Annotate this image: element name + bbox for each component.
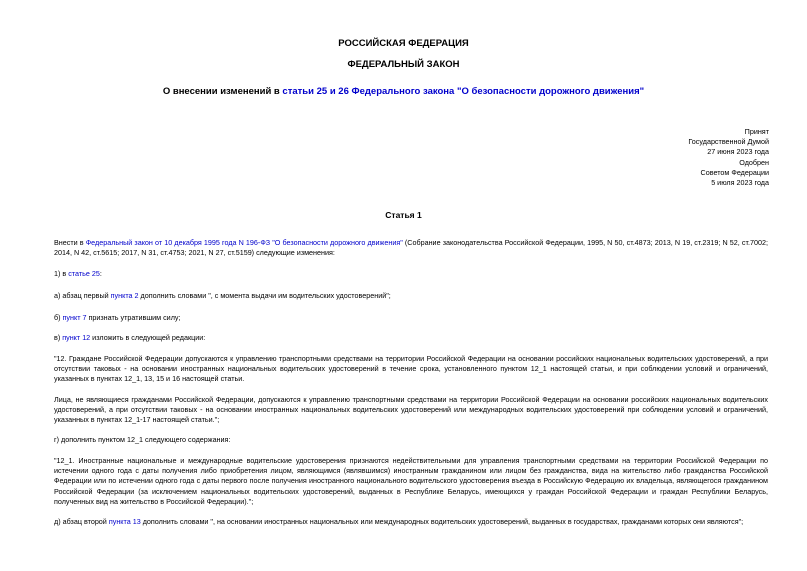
item-d-prefix: д) абзац второй bbox=[54, 517, 109, 526]
acceptance-line: 27 июня 2023 года bbox=[707, 147, 769, 157]
item-g: г) дополнить пунктом 12_1 следующего содержания: bbox=[54, 435, 231, 444]
item-d-suffix: дополнить словами ", на основании иностранных национальных или международных водительских удостоверений, выданных в государствах, гражданами которых они являются"; bbox=[140, 517, 744, 526]
paragraph-foreign-persons: Лица, не являющиеся гражданами Российской Федерации, допускаются к управлению транспортными средствами на территории Российской Федерации на основании российских национальных водительских удостоверений, а при отсутствии таковых - на основании иностранных национальных водительских удостоверений или международных водительских удостоверений при соблюдении условий и ограничений, указанных в пунктах 12_1-17 настоящей статьи."; bbox=[54, 395, 768, 425]
paragraph-12: "12. Граждане Российской Федерации допускаются к управлению транспортными средствами на территории Российской Федерации на основании российских национальных водительских удостоверений, а при отсутствии таковых - на основании иностранных национальных водительских удостоверений в течение срока, установленного пунктом 12_1 настоящей статьи, и при соблюдении условий и ограничений, указанных в пунктах 12_1, 13, 15 и 16 настоящей статьи. bbox=[54, 354, 768, 384]
item-d bbox=[54, 517, 768, 527]
item-b-suffix: признать утратившим силу; bbox=[86, 313, 181, 322]
point-12-link[interactable]: пункт 12 bbox=[62, 333, 91, 342]
item-1 bbox=[54, 269, 768, 279]
item-1-suffix: : bbox=[99, 269, 102, 278]
paragraph-12-1: "12_1. Иностранные национальные и международные водительские удостоверения признаются недействительными для управления транспортными средствами на территории Российской Федерации по истечении одного года с даты получения либо приобретения лицом, являющимся (являвшимся) иностранным гражданином или лицом без гражданства, вида на жительство либо гражданства Российской Федерации или по истечении одного года с даты первого после получения иностранного национального водительского удостоверения въезда в Российскую Федерацию их владельца, являющегося гражданином Российской Федерации (за исключением национальных водительских удостоверений, выданных в Республике Беларусь, имеющихся у граждан Российской Федерации и граждан Республики Беларусь, полученных вид на жительство в Российской Федерации)."; bbox=[54, 456, 768, 506]
federal-law-link[interactable]: Федеральный закон от 10 декабря 1995 года N 196-ФЗ "О безопасности дорожного движения" bbox=[85, 238, 403, 247]
item-v-suffix: изложить в следующей редакции: bbox=[90, 333, 206, 342]
item-v-prefix: в) bbox=[54, 333, 63, 342]
law-title-prefix: О внесении изменений в bbox=[162, 86, 283, 97]
acceptance-block bbox=[688, 127, 769, 188]
item-b-prefix: б) bbox=[54, 313, 63, 322]
item-v bbox=[54, 333, 768, 343]
acceptance-line: Государственной Думой bbox=[688, 137, 769, 147]
item-a-prefix: а) абзац первый bbox=[54, 291, 111, 300]
intro-paragraph bbox=[54, 238, 768, 258]
acceptance-line: 5 июля 2023 года bbox=[711, 178, 769, 188]
intro-suffix: (Собрание законодательства Российской Федерации, 1995, N 50, ст.4873; 2013, N 19, ст.2319; N 52, ст.7002; 2014, N 42, ст.5615; 2017, N 31, ст.4753; 2021, N 27, ст.5159) следующие изменения: bbox=[54, 238, 768, 258]
acceptance-line: Принят bbox=[744, 127, 769, 136]
country-heading: РОССИЙСКАЯ ФЕДЕРАЦИЯ bbox=[338, 38, 469, 49]
item-a bbox=[54, 291, 768, 301]
point-2-link[interactable]: пункта 2 bbox=[110, 291, 139, 300]
point-13-link[interactable]: пункта 13 bbox=[108, 517, 141, 526]
point-7-link[interactable]: пункт 7 bbox=[62, 313, 87, 322]
article-heading: Статья 1 bbox=[385, 210, 422, 220]
acceptance-line: Советом Федерации bbox=[700, 167, 769, 177]
law-title-link[interactable]: статьи 25 и 26 Федерального закона "О безопасности дорожного движения" bbox=[282, 86, 645, 97]
law-title bbox=[0, 86, 807, 97]
item-a-suffix: дополнить словами ", с момента выдачи им водительских удостоверений"; bbox=[138, 291, 391, 300]
item-b bbox=[54, 313, 768, 323]
law-type-heading: ФЕДЕРАЛЬНЫЙ ЗАКОН bbox=[347, 59, 460, 70]
article-25-link[interactable]: статье 25 bbox=[68, 269, 100, 278]
item-1-prefix: 1) в bbox=[54, 269, 69, 278]
intro-prefix: Внести в bbox=[54, 238, 86, 247]
acceptance-line: Одобрен bbox=[739, 157, 769, 167]
